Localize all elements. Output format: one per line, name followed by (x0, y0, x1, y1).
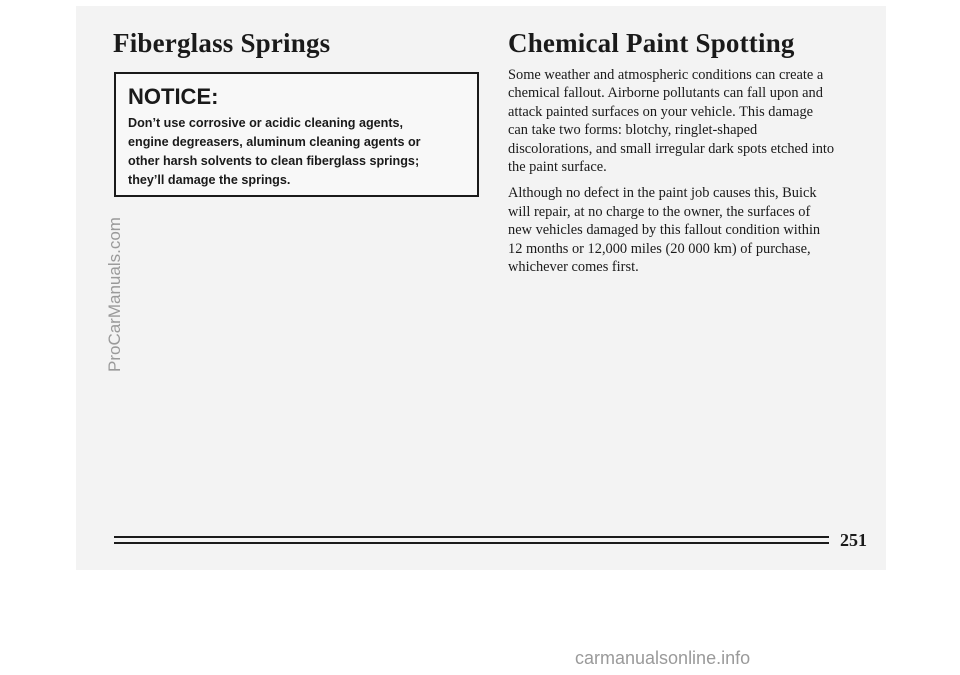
text-line: new vehicles damaged by this fallout condition within (508, 222, 821, 239)
text-line: attack painted surfaces on your vehicle. This damage (508, 103, 814, 120)
chemical-paint-spotting-body (508, 66, 878, 284)
paragraph-fallout (508, 66, 878, 176)
text-line: 12 months or 12,000 miles (20 000 km) of purchase, (508, 240, 811, 257)
notice-line: Don’t use corrosive or acidic cleaning agents, (128, 116, 404, 130)
text-line: Although no defect in the paint job causes this, Buick (508, 185, 817, 202)
section-heading-chemical-paint-spotting: Chemical Paint Spotting (508, 28, 795, 58)
text-line: whichever comes first. (508, 259, 639, 276)
footer-rule-bottom (114, 542, 829, 544)
notice-line: other harsh solvents to clean fiberglass springs; (128, 154, 420, 168)
bottom-watermark: carmanualsonline.info (575, 648, 751, 668)
notice-line: they’ll damage the springs. (128, 173, 291, 187)
text-line: discolorations, and small irregular dark spots etched into (508, 140, 835, 157)
text-line: will repair, at no charge to the owner, the surfaces of (508, 203, 811, 220)
notice-text (128, 114, 463, 190)
page-number: 251 (840, 530, 867, 550)
footer-rule-top (114, 536, 829, 538)
notice-title: NOTICE: (128, 84, 219, 109)
text-line: chemical fallout. Airborne pollutants can fall upon and (508, 85, 823, 102)
notice-box (114, 72, 479, 197)
section-heading-fiberglass-springs: Fiberglass Springs (113, 28, 331, 58)
notice-line: engine degreasers, aluminum cleaning agents or (128, 135, 421, 149)
side-watermark: ProCarManuals.com (105, 217, 124, 372)
text-line: Some weather and atmospheric conditions can create a (508, 67, 824, 83)
text-line: the paint surface. (508, 159, 607, 176)
text-line: can take two forms: blotchy, ringlet-shaped (508, 122, 758, 139)
paragraph-warranty (508, 184, 878, 276)
